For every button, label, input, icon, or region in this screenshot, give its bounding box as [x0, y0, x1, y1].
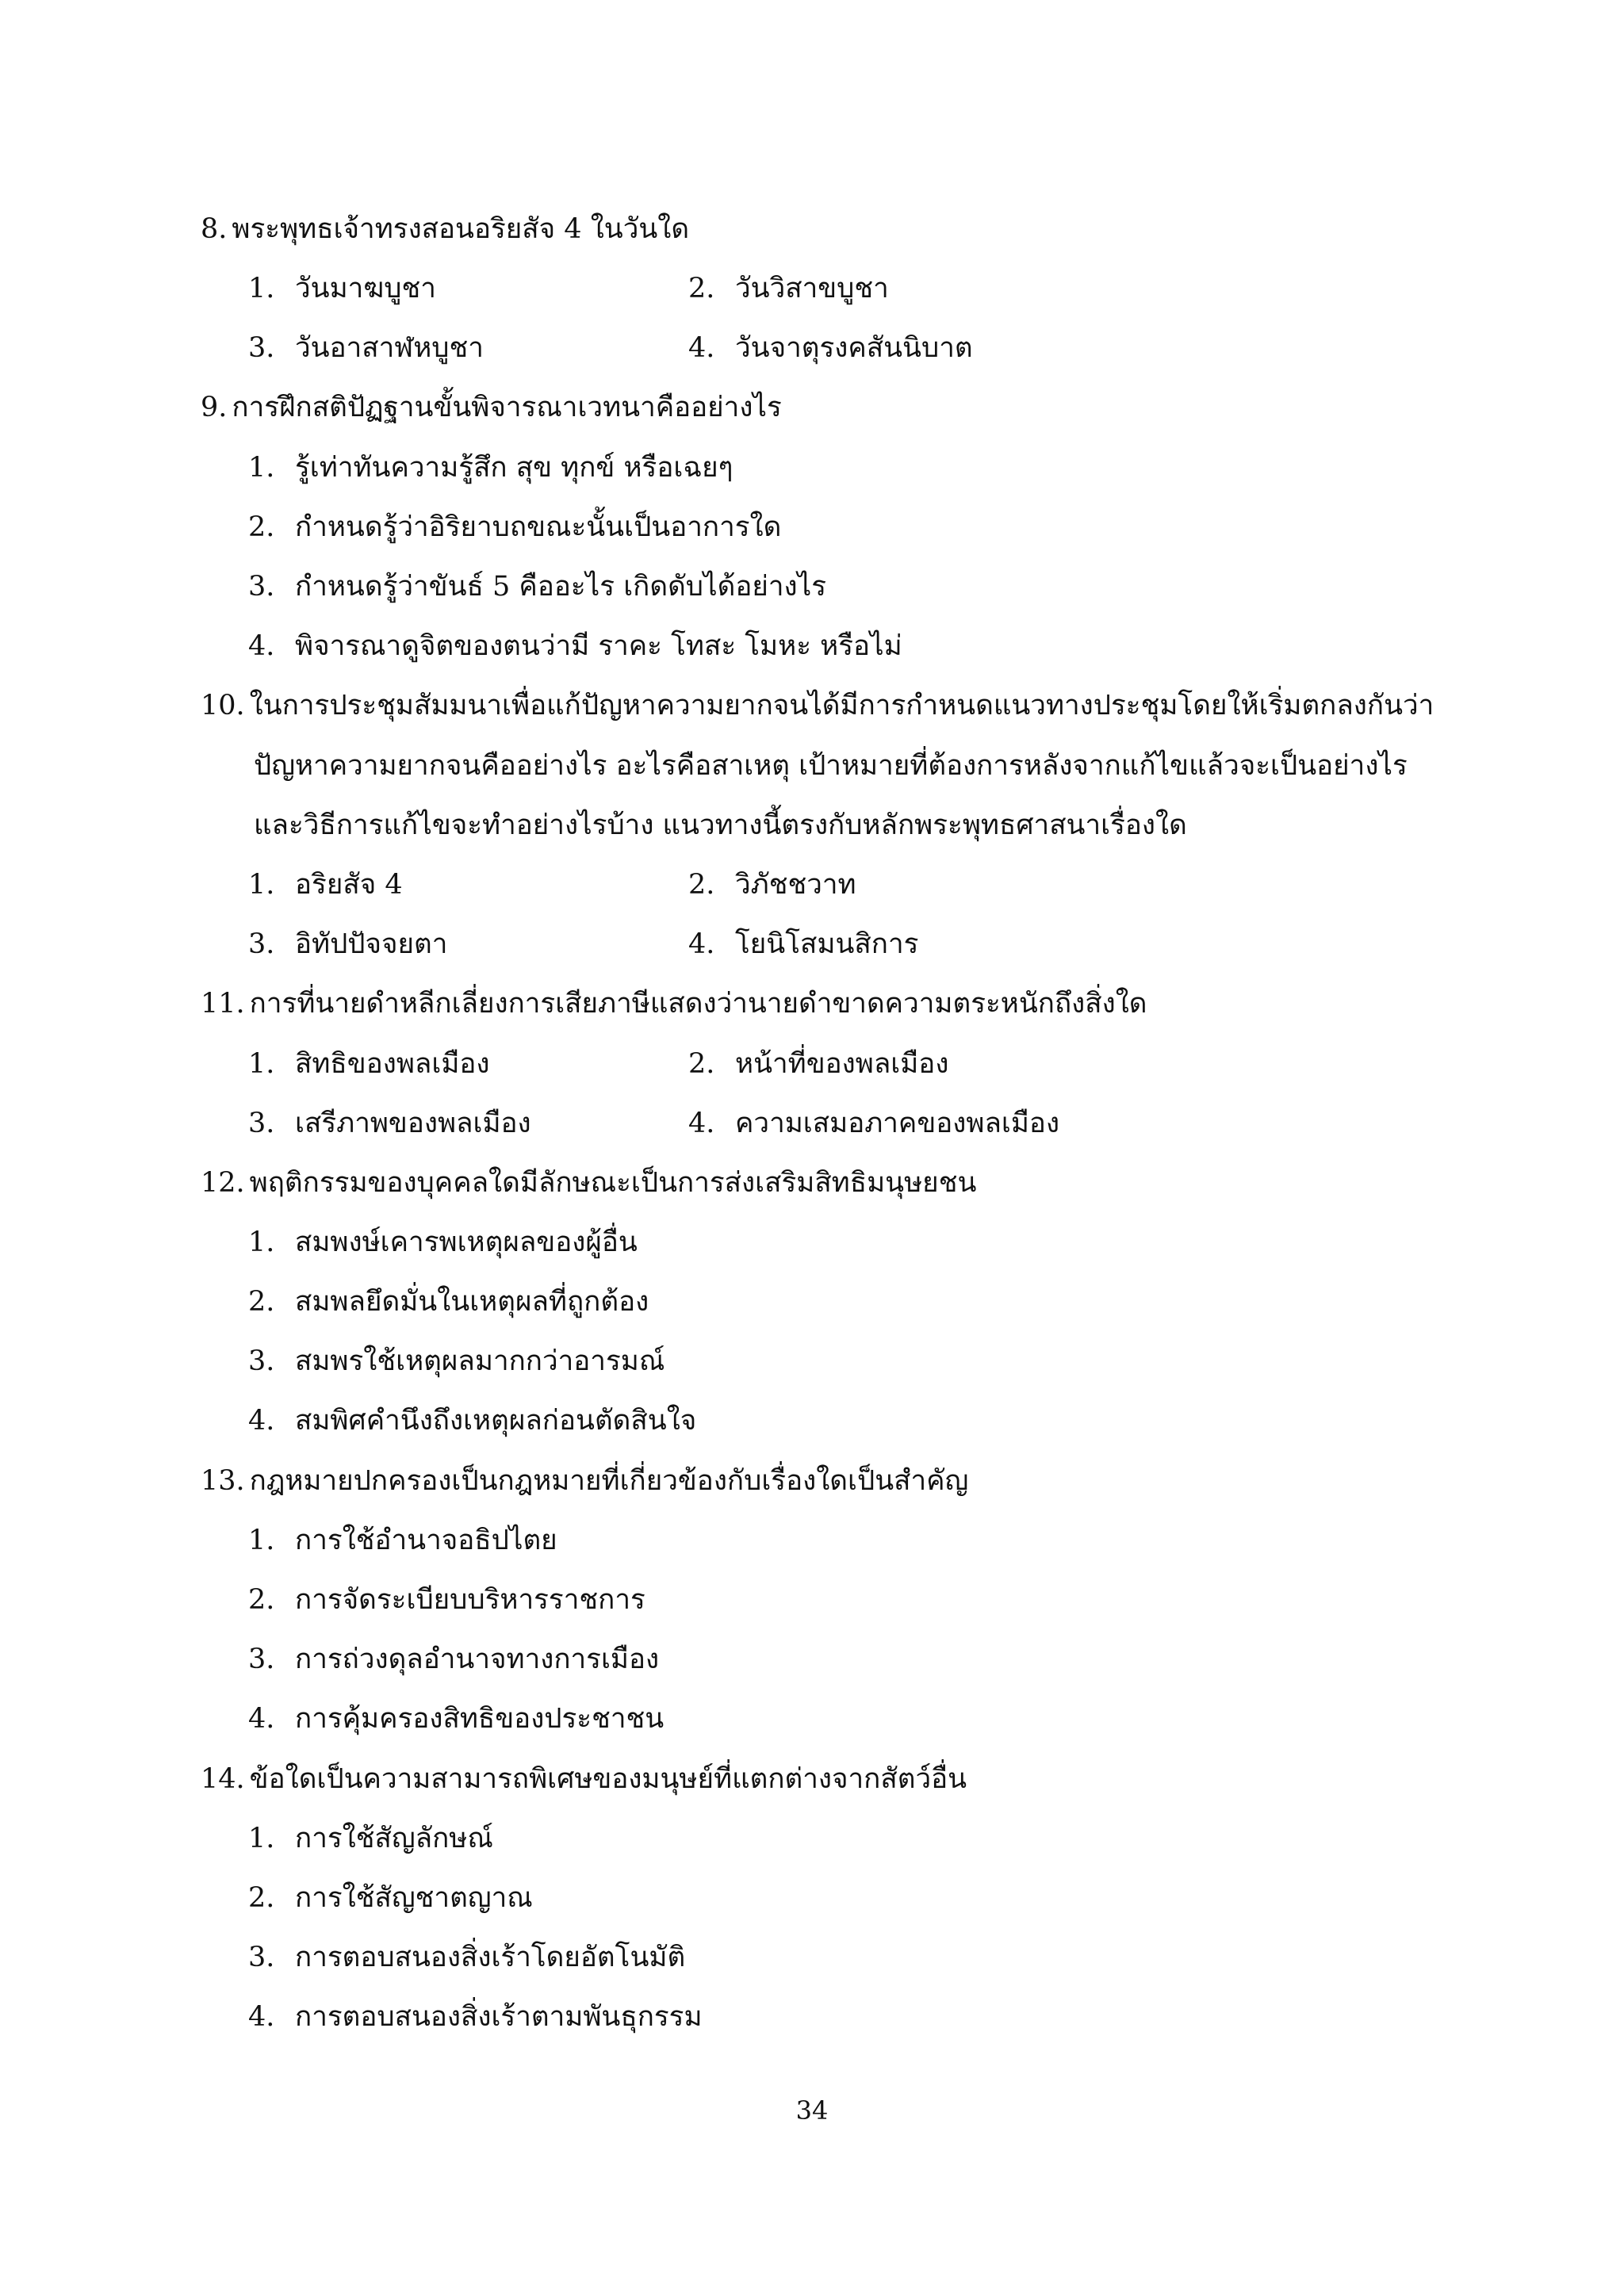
option-text: การจัดระเบียบบริหารราชการ: [295, 1584, 645, 1616]
option-text: สมพิศคำนึงถึงเหตุผลก่อนตัดสินใจ: [295, 1405, 697, 1437]
option-text: การถ่วงดุลอำนาจทางการเมือง: [295, 1644, 660, 1675]
option-text: วันมาฆบูชา: [295, 273, 436, 304]
question-text-continued: [254, 747, 1408, 785]
option-number: 1.: [248, 1048, 275, 1080]
question-text: ข้อใดเป็นความสามารถพิเศษของมนุษย์ที่แตกต่างจากสัตว์อื่น: [249, 1763, 967, 1795]
option-text: วันอาสาฬหบูชา: [295, 332, 484, 364]
option-row: [248, 329, 484, 367]
option-number: 4.: [248, 630, 275, 662]
option-number: 2.: [688, 1048, 715, 1080]
option-text: การใช้สัญชาตญาณ: [295, 1882, 533, 1914]
option-number: 2.: [688, 273, 715, 304]
option-number: 3.: [248, 928, 275, 960]
option-row: [248, 1938, 685, 1976]
option-number: 1.: [248, 869, 275, 901]
option-number: 1.: [248, 1525, 275, 1556]
option-row: [248, 1283, 649, 1321]
question-number: 11.: [201, 988, 245, 1020]
question-number: 13.: [201, 1465, 245, 1497]
option-number: 2.: [688, 869, 715, 901]
option-number: 3.: [248, 1942, 275, 1973]
question-10: [201, 687, 1434, 725]
question-11: [201, 985, 1147, 1023]
option-text: การตอบสนองสิ่งเร้าโดยอัตโนมัติ: [295, 1942, 686, 1973]
option-number: 1.: [248, 1226, 275, 1258]
option-number: 1.: [248, 273, 275, 304]
question-12: [201, 1164, 976, 1202]
option-text: สมพรใช้เหตุผลมากกว่าอารมณ์: [295, 1345, 665, 1377]
option-text: วันวิสาขบูชา: [735, 273, 889, 304]
page-number: 34: [795, 2095, 829, 2126]
option-number: 4.: [248, 1405, 275, 1437]
option-row: [248, 1342, 665, 1380]
option-text: เสรีภาพของพลเมือง: [295, 1108, 531, 1139]
option-text: โยนิโสมนสิการ: [735, 928, 919, 960]
option-number: 4.: [688, 1108, 715, 1139]
option-number: 2.: [248, 1882, 275, 1914]
option-number: 4.: [248, 1703, 275, 1735]
question-number: 14.: [201, 1763, 245, 1795]
option-row: [248, 1521, 557, 1559]
option-row: [688, 1104, 1059, 1142]
question-text: และวิธีการแก้ไขจะทำอย่างไรบ้าง แนวทางนี้ตรงกับหลักพระพุทธศาสนาเรื่องใด: [254, 809, 1187, 841]
option-number: 2.: [248, 1584, 275, 1616]
question-text: ปัญหาความยากจนคืออย่างไร อะไรคือสาเหตุ เป้าหมายที่ต้องการหลังจากแก้ไขแล้วจะเป็นอย่างไร: [254, 750, 1408, 782]
option-text: ความเสมอภาคของพลเมือง: [735, 1108, 1060, 1139]
option-number: 2.: [248, 1286, 275, 1318]
option-text: พิจารณาดูจิตของตนว่ามี ราคะ โทสะ โมหะ หรือไม่: [295, 630, 902, 662]
option-text: อิทัปปัจจยตา: [295, 928, 448, 960]
option-number: 1.: [248, 452, 275, 484]
option-row: [248, 1820, 493, 1858]
option-row: [248, 1998, 703, 2036]
option-number: 4.: [688, 332, 715, 364]
question-14: [201, 1760, 967, 1798]
option-row: [248, 449, 733, 487]
question-text: การที่นายดำหลีกเลี่ยงการเสียภาษีแสดงว่านายดำขาดความตระหนักถึงสิ่งใด: [249, 988, 1147, 1020]
option-text: การตอบสนองสิ่งเร้าตามพันธุกรรม: [295, 2001, 703, 2033]
option-text: สิทธิของพลเมือง: [295, 1048, 490, 1080]
question-text: ในการประชุมสัมมนาเพื่อแก้ปัญหาความยากจนได้มีการกำหนดแนวทางประชุมโดยให้เริ่มตกลงกันว่า: [249, 690, 1434, 721]
option-text: การคุ้มครองสิทธิของประชาชน: [295, 1703, 665, 1735]
option-number: 3.: [248, 1644, 275, 1675]
question-text: พฤติกรรมของบุคคลใดมีลักษณะเป็นการส่งเสริมสิทธิมนุษยชน: [249, 1167, 977, 1199]
option-text: วันจาตุรงคสันนิบาต: [735, 332, 973, 364]
question-8: [201, 210, 689, 248]
option-row: [248, 1640, 659, 1678]
option-text: กำหนดรู้ว่าขันธ์ 5 คืออะไร เกิดดับได้อย่างไร: [295, 571, 827, 603]
option-number: 3.: [248, 1108, 275, 1139]
option-row: [248, 1581, 645, 1619]
option-row: [248, 1402, 696, 1440]
option-row: [688, 1045, 948, 1083]
question-text-continued: [254, 806, 1187, 844]
option-number: 4.: [248, 2001, 275, 2033]
option-text: กำหนดรู้ว่าอิริยาบถขณะนั้นเป็นอาการใด: [295, 511, 782, 543]
question-number: 8.: [201, 213, 228, 245]
option-text: วิภัชชวาท: [735, 869, 856, 901]
option-text: อริยสัจ 4: [295, 869, 403, 901]
option-row: [248, 508, 781, 546]
option-number: 4.: [688, 928, 715, 960]
option-row: [248, 627, 902, 665]
question-text: การฝึกสติปัฏฐานขั้นพิจารณาเวทนาคืออย่างไร: [232, 392, 782, 423]
option-text: สมพลยึดมั่นในเหตุผลที่ถูกต้อง: [295, 1286, 649, 1318]
option-row: [248, 925, 447, 963]
question-13: [201, 1462, 968, 1500]
option-text: การใช้สัญลักษณ์: [295, 1823, 493, 1854]
option-row: [688, 329, 973, 367]
option-row: [248, 1104, 531, 1142]
question-text: พระพุทธเจ้าทรงสอนอริยสัจ 4 ในวันใด: [232, 213, 690, 245]
option-row: [688, 270, 889, 308]
option-row: [688, 866, 856, 904]
question-number: 12.: [201, 1167, 245, 1199]
option-row: [248, 568, 826, 606]
option-row: [248, 1879, 533, 1917]
option-number: 3.: [248, 571, 275, 603]
option-text: สมพงษ์เคารพเหตุผลของผู้อื่น: [295, 1226, 638, 1258]
question-9: [201, 388, 782, 427]
option-number: 1.: [248, 1823, 275, 1854]
option-number: 2.: [248, 511, 275, 543]
question-number: 9.: [201, 392, 228, 423]
option-row: [248, 1700, 664, 1738]
option-text: หน้าที่ของพลเมือง: [735, 1048, 949, 1080]
option-row: [248, 866, 403, 904]
option-number: 3.: [248, 1345, 275, 1377]
option-row: [248, 1045, 490, 1083]
question-text: กฎหมายปกครองเป็นกฎหมายที่เกี่ยวข้องกับเรื่องใดเป็นสำคัญ: [249, 1465, 969, 1497]
option-row: [248, 1223, 638, 1261]
question-number: 10.: [201, 690, 245, 721]
option-row: [248, 270, 436, 308]
option-text: การใช้อำนาจอธิปไตย: [295, 1525, 557, 1556]
option-text: รู้เท่าทันความรู้สึก สุข ทุกข์ หรือเฉยๆ: [295, 452, 733, 484]
option-number: 3.: [248, 332, 275, 364]
option-row: [688, 925, 918, 963]
